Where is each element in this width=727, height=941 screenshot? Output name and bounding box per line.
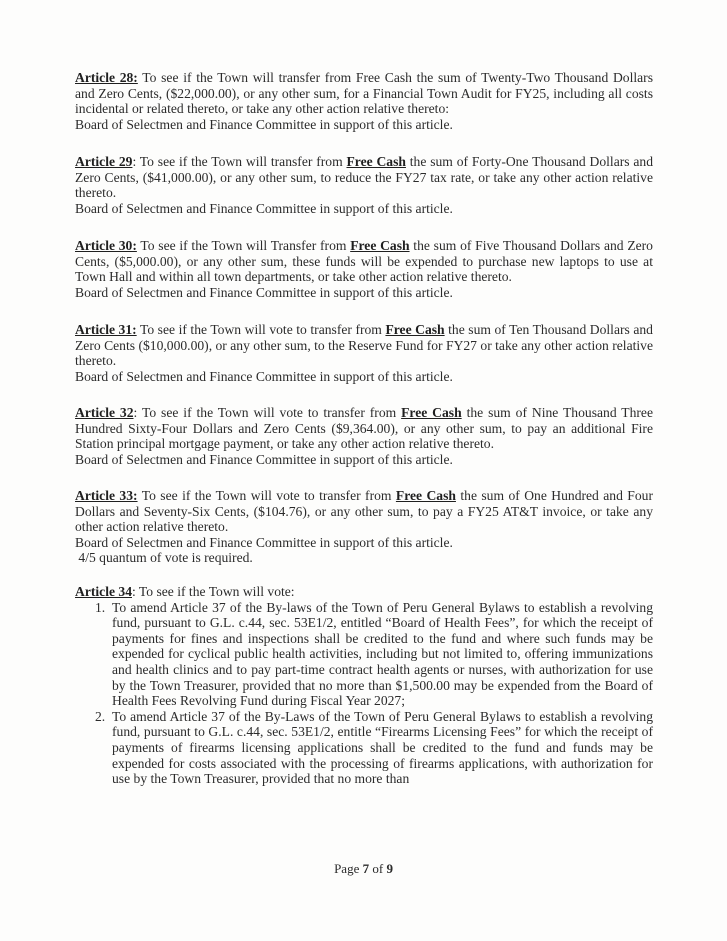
- article-text: To see if the Town will transfer from Free Cash the sum of Twenty-Two Thousand Dollars and Zero Cents, ($22,000.00), or any other sum, for a Financial Town Audit for FY25, including all costs incidental or related thereto, or take any other action relative thereto:: [75, 70, 653, 117]
- support-statement: Board of Selectmen and Finance Committee in support of this article.: [75, 534, 453, 550]
- support-statement: Board of Selectmen and Finance Committee in support of this article.: [75, 116, 453, 132]
- list-item: [75, 709, 653, 787]
- article-text-post: the sum of Nine Thousand Three Hundred Sixty-Four Dollars and Zero Cents ($9,364.00), or any other sum, to pay an additional Fire Station principal mortgage payment, or take any other action relative thereto.: [75, 405, 653, 452]
- article-30: [75, 238, 653, 300]
- list-item: [75, 600, 653, 709]
- article-34: [75, 584, 653, 787]
- page-total: 9: [386, 861, 393, 876]
- free-cash-term: Free Cash: [350, 238, 410, 253]
- article-33: [75, 488, 653, 566]
- article-34-list: [75, 600, 653, 787]
- page-label: Page: [334, 861, 363, 876]
- article-label: Article 30:: [75, 238, 137, 253]
- article-intro: : To see if the Town will vote:: [132, 584, 295, 599]
- article-label: Article 29: [75, 154, 133, 169]
- article-text-pre: To see if the Town will vote to transfer from: [136, 322, 386, 337]
- list-item-number: 1.: [95, 599, 106, 615]
- support-statement: Board of Selectmen and Finance Committee in support of this article.: [75, 368, 453, 384]
- page-of: of: [369, 861, 387, 876]
- free-cash-term: Free Cash: [346, 154, 406, 169]
- article-32: [75, 405, 653, 467]
- article-label: Article 31:: [75, 322, 137, 337]
- article-label: Article 34: [75, 584, 132, 599]
- article-text-post: the sum of Forty-One Thousand Dollars and Zero Cents, ($41,000.00), or any other sum, to reduce the FY27 tax rate, or take any other action relative thereto.: [75, 154, 654, 201]
- article-31: [75, 322, 653, 384]
- free-cash-term: Free Cash: [385, 322, 445, 337]
- article-29: [75, 154, 653, 216]
- page-footer: [0, 861, 727, 877]
- vote-quantum-note: 4/5 quantum of vote is required.: [75, 550, 253, 566]
- article-text-pre: To see if the Town will Transfer from: [136, 238, 351, 253]
- support-statement: Board of Selectmen and Finance Committee in support of this article.: [75, 200, 453, 216]
- article-text-pre: : To see if the Town will transfer from: [132, 154, 347, 169]
- list-item-number: 2.: [95, 708, 106, 724]
- article-label: Article 32: [75, 405, 134, 420]
- support-statement: Board of Selectmen and Finance Committee in support of this article.: [75, 284, 453, 300]
- list-item-text: To amend Article 37 of the By-laws of the Town of Peru General Bylaws to establish a revolving fund, pursuant to G.L. c.44, sec. 53E1/2, entitled “Board of Health Fees”, for which the receipt of payments for fines and inspections shall be credited to the fund and where such funds may be expended for cyclical public health activities, including but not limited to, offering immunizations and health clinics and to pay part-time contract health agents or nurses, with authorization for use by the Town Treasurer, provided that no more than $1,500.00 may be expended from the Board of Health Fees Revolving Fund during Fiscal Year 2027;: [112, 599, 653, 709]
- free-cash-term: Free Cash: [395, 488, 456, 503]
- article-text-post: the sum of Ten Thousand Dollars and Zero Cents ($10,000.00), or any other sum, to the Reserve Fund for FY27 or take any other action relative thereto.: [75, 322, 653, 369]
- article-text-pre: : To see if the Town will vote to transfer from: [133, 405, 402, 420]
- article-label: Article 33:: [75, 488, 138, 503]
- article-text-post: the sum of One Hundred and Four Dollars and Seventy-Six Cents, ($104.76), or any other sum, to pay a FY25 AT&T invoice, or take any other action relative thereto.: [75, 488, 653, 535]
- page-current: 7: [362, 861, 370, 876]
- article-label: Article 28:: [75, 70, 138, 85]
- free-cash-term: Free Cash: [401, 405, 462, 420]
- support-statement: Board of Selectmen and Finance Committee in support of this article.: [75, 451, 453, 467]
- article-text-pre: To see if the Town will vote to transfer from: [137, 488, 396, 503]
- article-28: [75, 70, 653, 132]
- list-item-text: To amend Article 37 of the By-Laws of the Town of Peru General Bylaws to establish a revolving fund, pursuant to G.L. c.44, sec. 53E1/2, entitle “Firearms Licensing Fees” for which the receipt of payments of firearms licensing applications shall be credited to the fund and funds may be expended for costs associated with the processing of firearms applications, with authorization for use by the Town Treasurer, provided that no more than: [112, 708, 653, 787]
- article-text-post: the sum of Five Thousand Dollars and Zero Cents, ($5,000.00), or any other sum, these funds will be expended to purchase new laptops to use at Town Hall and within all town departments, or take other action relative thereto.: [75, 238, 653, 285]
